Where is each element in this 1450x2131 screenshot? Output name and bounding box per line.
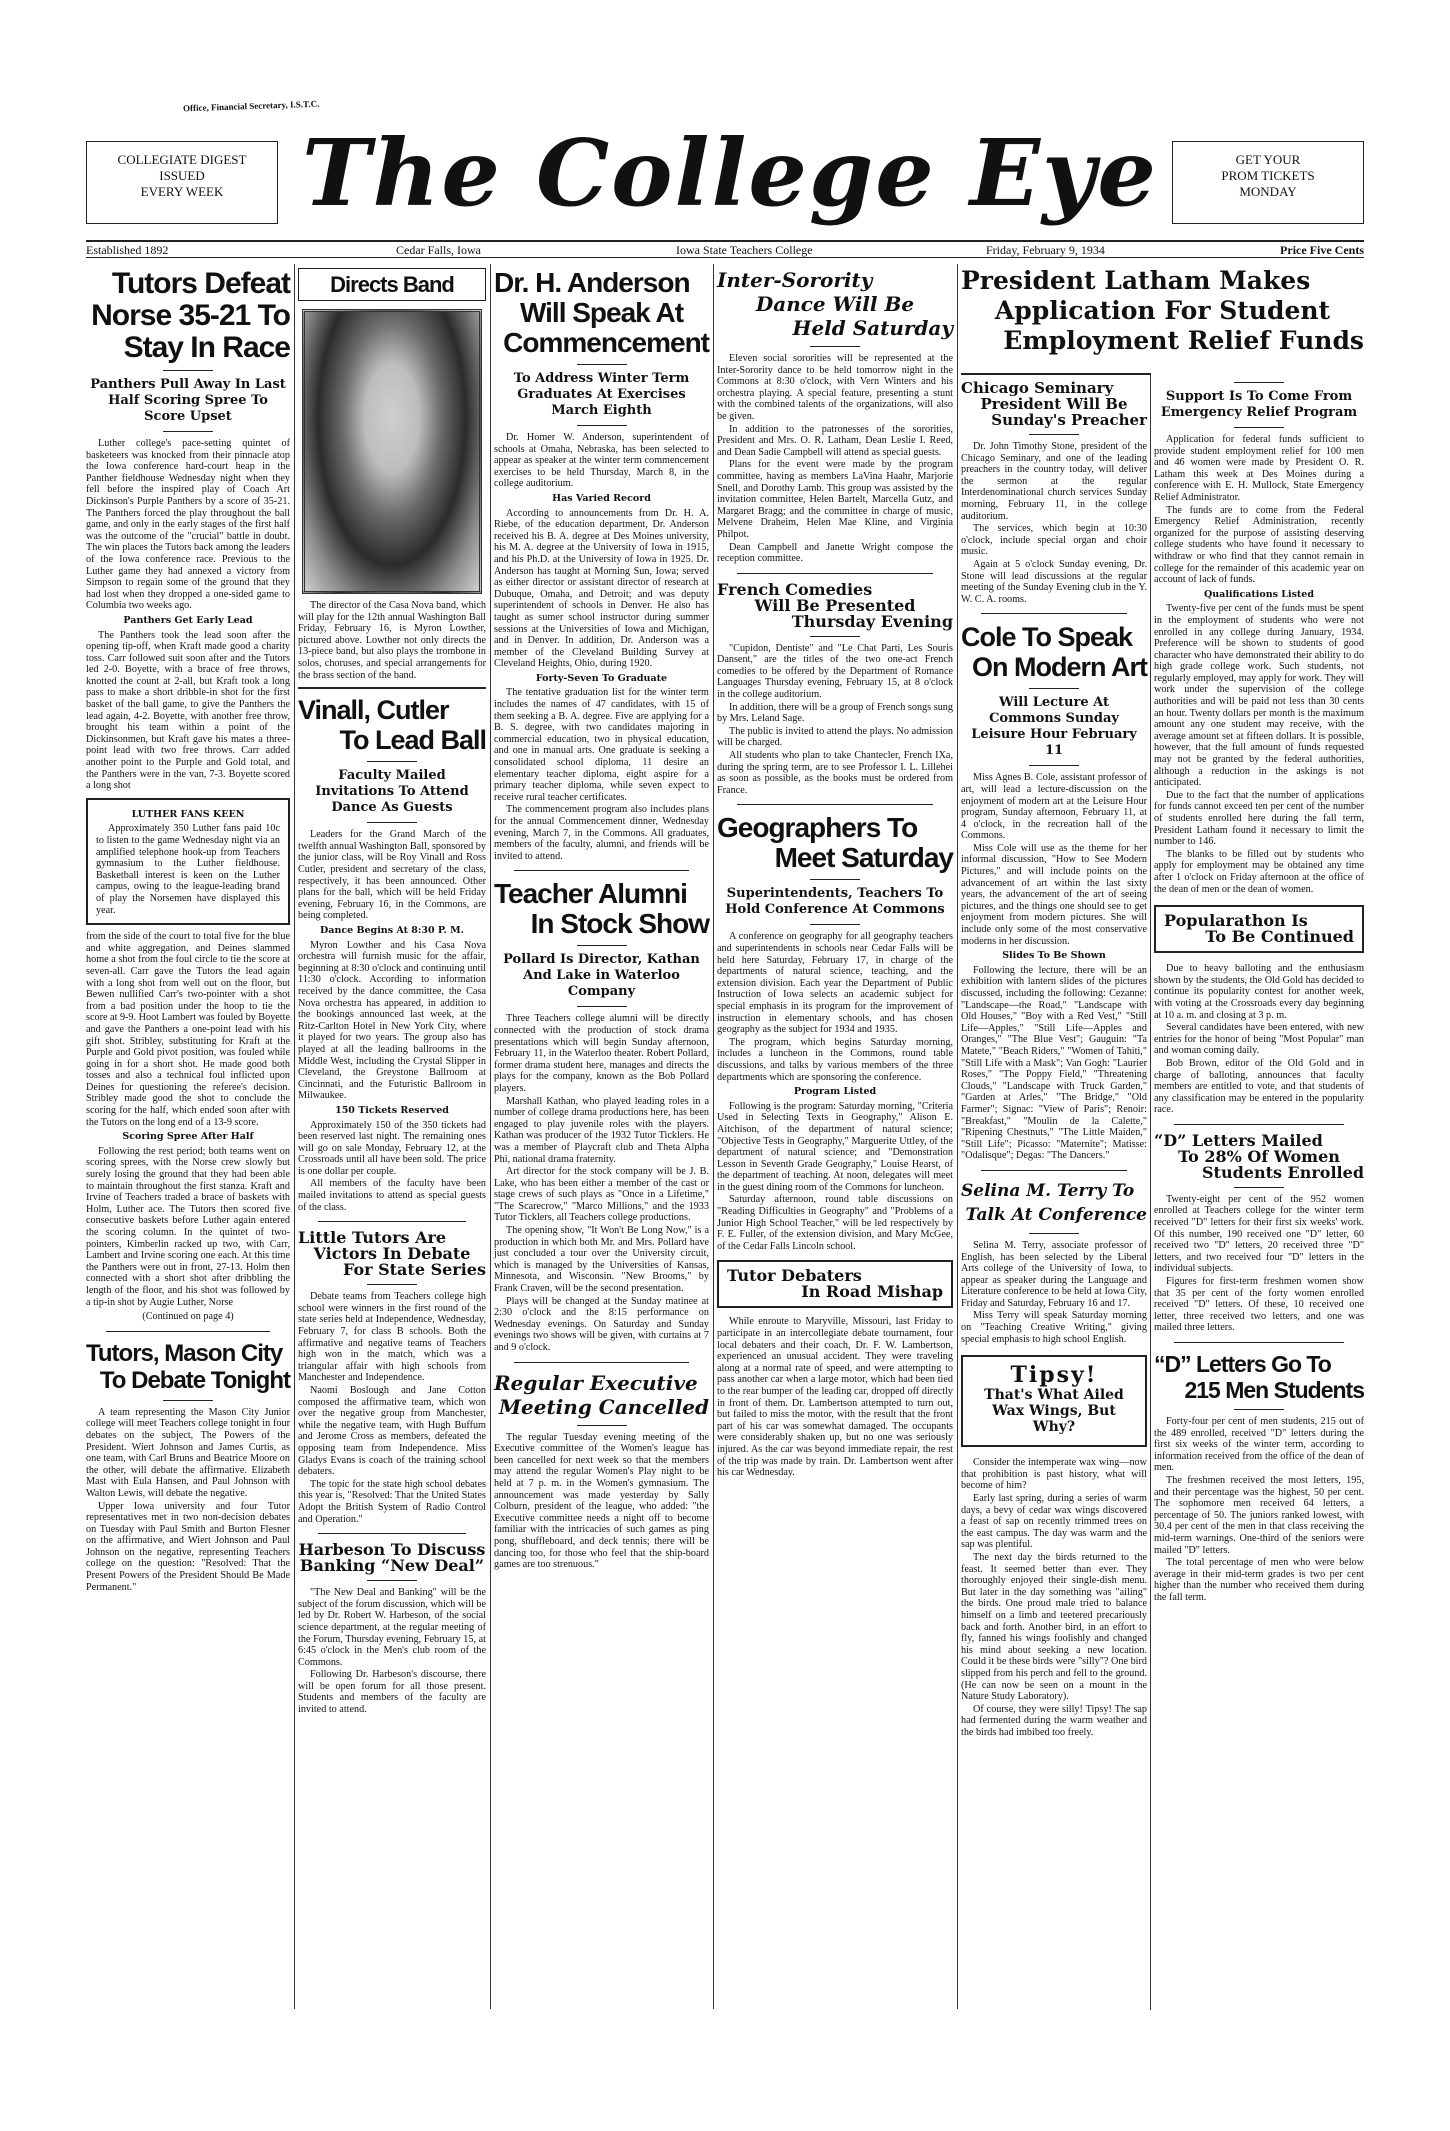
tutor-debaters-box xyxy=(717,1260,953,1308)
latham-headline: Application For Student xyxy=(994,296,1331,325)
tutor-debaters-headline: In Road Mishap xyxy=(801,1282,943,1302)
article-paragraph: Following Dr. Harbeson's discourse, there will be open forum for all those present. Students and members of the faculty are invited to attend. xyxy=(298,1669,486,1716)
article-paragraph: While enroute to Maryville, Missouri, last Friday to participate in an intercollegiate debate tournament, four local debaters and their coach, Dr. F. W. Lambertson, experienced an unusual accident. They were traveling along at a normal rate of speed, and were attempting to pass another car when a large motor, which had been tied to the rear bumper of the leading car, dropped off directly in front of them. Dr. Lambertson attempted to turn out, but failed to miss the motor, with the result that the front part of his car was somewhat damaged. The occupants were considerably shaken up, but no one was seriously injured. As the car was beyond immediate repair, the rest of the trip was made by train. Dr. Lambertson went after his car Wednesday. xyxy=(717,1316,953,1479)
article-paragraph: "Cupidon, Dentiste" and "Le Chat Parti, Les Souris Dansent," are the titles of the two one-act French comedies to be offered by the Department of Romance Languages Thursday evening, February 15, at 8 o'clock in the college auditorium. xyxy=(717,642,953,701)
column-rule xyxy=(957,264,958,2009)
article-paragraph: In addition, there will be a group of French songs sung by Mrs. Leland Sage. xyxy=(717,701,953,725)
d-women-headline: “D” Letters Mailed To 28% Of Women Students Enrolled xyxy=(1154,1130,1364,1182)
article-paragraph: A team representing the Mason City Junior college will meet Teachers college tonight in four debates on the subject, The Powers of the President. Wiert Johnson and James Curtis, as one team, with Carl Bruns and Beatrice Moore on the other, will debate the affirmative. Elizabeth Mast with Eula Hansen, and Paul Johnson with Walton Lewis, will debate the negative. xyxy=(86,1406,290,1499)
article-paragraph: A conference on geography for all geography teachers and superintendents in schools near Cedar Falls will be held here Saturday, February 17, in charge of the departments of natural science, teaching, and the extension division. Each year the Department of Public Instruction of Iowa selects an academic subject for special emphasis in its program for the improvement of instruction in elementary schools, and has chosen geography as the subject for 1934 and 1935. xyxy=(717,931,953,1036)
latham-deck: Support Is To Come From Emergency Relief Program xyxy=(1160,389,1358,420)
divider xyxy=(298,687,486,689)
article-paragraph: All members of the faculty have been mailed invitations to attend as special guests of the class. xyxy=(298,1178,486,1213)
divider xyxy=(1234,382,1284,383)
divider xyxy=(577,1425,627,1426)
subhead: Slides To Be Shown xyxy=(1002,950,1106,962)
sidebar-text: Approximately 350 Luther fans paid 10c to listen to the game Wednesday night via an amplified telephone hook-up from Teachers gymnasium to the Luther fieldhouse. Basketball interest is keen on the Luther campus, owing to the league-leading brand of play the Norsemen have displayed this year. xyxy=(96,823,280,916)
right-ear-line: GET YOUR xyxy=(1235,152,1301,167)
article-paragraph: Of course, they were silly! Tipsy! The sap had fermented during the warm weather and the birds had imbibed too freely. xyxy=(961,1703,1147,1738)
article-paragraph: The public is invited to attend the plays. No admission will be charged. xyxy=(717,725,953,749)
article-paragraph: The Panthers took the lead soon after the opening tip-off, when Kraft made good a charity toss. Carr followed suit soon after and the Tutors led 2-0. Boyette, with a brace of free throws, knotted the count at 2-all, but Kraft took a long pass to make a short dribble-in shot for the first basket of the ball game, to give the Panthers the lead again, 4-2. Boyette, with another free throw, brought his team within a point of the Dickinsonmen, but Kraft gave his mates a three-point lead with two free throws. Carr added another point to the Purple and Gold total, and the Panthers were in the van, 7-3. Boyette scored a long shot xyxy=(86,629,290,792)
right-ear-box xyxy=(1172,141,1364,224)
right-ear-line: PROM TICKETS xyxy=(1221,168,1315,183)
subhead: Qualifications Listed xyxy=(1203,588,1314,600)
little-tutors-headline: Little Tutors Are Victors In Debate For State Series xyxy=(298,1228,486,1280)
column-2 xyxy=(298,268,486,1717)
article-paragraph: In addition to the patronesses of the sororities, President and Mrs. O. R. Latham, Dean Leslie I. Reed, and Dean Sadie Campbell will attend as special guests. xyxy=(717,423,953,458)
article-paragraph: Twenty-five per cent of the funds must be spent in the employment of students who were not enrolled in any college during January, 1934. Preference will be shown to students of good character who have demonstrated their ability to do high grade college work. Such students, not regularly employed, may apply for work. They will work under the supervision of the college authorities and will be paid not less than 30 cents an hour. Twenty dollars per month is the maximum amount any one student may receive, with the average amount set at fifteen dollars. It is possible, however, that the full amount of funds requested may not be granted by the federal authorities, although a reduction in the askings is not anticipated. xyxy=(1154,603,1364,789)
column-5 xyxy=(961,380,1147,1740)
french-comedies-headline: French Comedies Will Be Presented Thursday Evening xyxy=(717,579,953,631)
subhead: Panthers Get Early Lead xyxy=(123,614,253,626)
latham-headline: Employment Relief Funds xyxy=(1003,326,1364,355)
article-paragraph: Plans for the event were made by the program committee, having as members LaVina Haahr, Marjorie Snell, and Dorothy Lamb. This group was assisted by the invitation committee, Helen Bartelt, Marcella Gutz, and Margaret Bragg; and the committee in charge of music, Melvene Draheim, Helen Mae Kline, and Virginia Philpot. xyxy=(717,459,953,540)
tipsy-headline: Tipsy! xyxy=(1010,1362,1098,1389)
article-paragraph: Myron Lowther and his Casa Nova orchestra will furnish music for the affair, beginning at 8:30 o'clock and continuing until 11:30 o'clock. According to information received by the dance committee, the Casa Nova orchestra has appeared, in addition to the bookings announced last week, at the Ritz-Carlton Hotel in New York City, where it played for two years. The group also has played at all the leading ballrooms in the Middle West, including the Crystal Slipper in Cleveland, the Greystone Ballroom at Cincinnati, and the Futuristic Ballroom in Milwaukee. xyxy=(298,939,486,1102)
column-rule xyxy=(1150,375,1151,2010)
article-paragraph: The freshmen received the most letters, 195, and their percentage was the highest, 50 per cent. The sophomore men received 64 letters, a percentage of 50. The juniors ranked lowest, with 30.4 per cent of the men in that class receiving the mid-term warnings. One-third of the seniors were mailed "D" letters. xyxy=(1154,1474,1364,1556)
column-6 xyxy=(1154,380,1364,1605)
divider xyxy=(1234,1187,1284,1188)
article-paragraph: Naomi Boslough and Jane Cotton composed the affirmative team, which won over the negative group from Manchester, while the negative team, with Hugh Buffum and Jerome Cross as members, defeated the opposing team from Independence. Miss Gladys Evans is coach of the training school debaters. xyxy=(298,1385,486,1478)
masthead-title: The College Eye xyxy=(302,119,1158,227)
left-ear-line: ISSUED xyxy=(159,168,205,183)
article-paragraph: The blanks to be filled out by students who apply for employment may be obtained any time after 1 o'clock on Friday afternoon at the office of the dean of men or the dean of women. xyxy=(1154,848,1364,895)
geographers-headline: Geographers To Meet Saturday xyxy=(717,812,953,874)
tutors-defeat-deck: Panthers Pull Away In Last Half Scoring Spree To Score Upset xyxy=(90,377,286,424)
divider xyxy=(367,1284,417,1285)
article-paragraph: Dr. Homer W. Anderson, superintendent of schools at Omaha, Nebraska, has been selected to appear as speaker at the winter term commencement exercises to be held Thursday, March 8, in the college auditorium. xyxy=(494,432,709,490)
article-paragraph: Following is the program: Saturday morning, "Criteria Used in Selecting Texts in Geography," Alison E. Aitchison, of the department of natural science; "Objective Tests in Geography," Marguerite Uttley, of the department of natural science; and "Demonstration Lesson in Seventh Grade Geography," Louise Hearst, of the department of teaching. At noon, delegates will meet in the guest dining room of the Commons for luncheon. xyxy=(717,1100,953,1193)
column-4 xyxy=(717,268,953,1480)
divider xyxy=(1234,427,1284,428)
directs-band-box xyxy=(298,268,486,301)
continued-link[interactable]: (Continued on page 4) xyxy=(142,1311,234,1323)
divider xyxy=(163,431,213,432)
article-paragraph: Eleven social sororities will be represented at the Inter-Sorority dance to be held tomorrow night in the Commons at 8:30 o'clock, with Vern Winters and his orchestra playing. A special feature, presenting a stunt with the combined talents of the organizations, will also be given. xyxy=(717,353,953,422)
divider xyxy=(1029,1233,1079,1234)
divider xyxy=(1029,688,1079,689)
price-text: Price Five Cents xyxy=(1280,243,1364,257)
chicago-seminary-headline: Chicago Seminary President Will Be Sunday's Preacher xyxy=(961,379,1147,429)
article-paragraph: Following the rest period; both teams went on scoring sprees, with the Norse crew slowly but surely losing the ground that they had been able to maintain throughout the first stanza. Kraft and Irvine of Teachers traded a brace of baskets with Holm, Luther ace. The Tutors then scored five consecutive baskets before Luther again entered the scoring column. In the quintet of two-pointers, Kimberlin racked up two, with Carr, Lambert and Irvine scoring one each. At this time the Panthers were out in front, 27-13. Holm then connected with a short shot after dribbling the length of the floor, and his shot was followed by a tip-in shot by Augie Luther, Norse xyxy=(86,1145,290,1308)
column-3 xyxy=(494,268,709,1572)
anderson-headline: Dr. H. Anderson Will Speak At Commencement xyxy=(494,267,709,358)
divider xyxy=(577,364,627,365)
divider xyxy=(577,425,627,426)
article-paragraph: Bob Brown, editor of the Old Gold and in charge of balloting, announces that faculty members are entitled to vote, and that students of any classification may be entered in the popularity race. xyxy=(1154,1057,1364,1116)
tipsy-deck: That's What Ailed Wax Wings, But Why? xyxy=(984,1387,1124,1436)
article-paragraph: The tentative graduation list for the winter term includes the names of 47 candidates, with 15 of them seeking a B. A. degree. Five are applying for a B. S. degree, with two candidates majoring in commercial education, two in physical education, and one in manual arts. One graduate is seeking a consolidated school diploma, 11 desire an elementary teacher diploma, eight aspire for a primary teacher diploma, while seven expect to receive rural teacher certificates. xyxy=(494,687,709,803)
left-ear-line: EVERY WEEK xyxy=(140,184,224,199)
divider xyxy=(106,1331,270,1332)
column-rule xyxy=(713,264,714,2009)
article-paragraph: Miss Agnes B. Cole, assistant professor of art, will lead a lecture-discussion on the enjoyment of modern art at the Leisure Hour program, Sunday afternoon, February 11, at 4 o'clock, in the recreation hall of the Commons. xyxy=(961,772,1147,842)
article-paragraph: Dr. John Timothy Stone, president of the Chicago Seminary, and one of the leading preachers in the country today, will deliver the sermon at the regular Interdenominational church services Sunday morning, February 11, in the college auditorium. xyxy=(961,441,1147,522)
divider xyxy=(981,1170,1127,1171)
article-paragraph: The total percentage of men who were below average in their mid-term grades is two per cent higher than the number who received them during the fall term. xyxy=(1154,1557,1364,1603)
column-rule xyxy=(490,264,491,2009)
subhead: Has Varied Record xyxy=(552,492,651,504)
article-paragraph: Again at 5 o'clock Sunday evening, Dr. Stone will lead discussions at the regular meeting of the Sunday Evening club in the Y. W. C. A. rooms. xyxy=(961,558,1147,605)
article-paragraph: Leaders for the Grand March of the twelfth annual Washington Ball, sponsored by the junior class, will be Roy Vinall and Ross Cutler, president and secretary of the class, respectively, it has been announced. Other plans for the ball, which will be held Friday evening, February 16, in the Commons, are being completed. xyxy=(298,829,486,922)
mason-city-headline: Tutors, Mason City To Debate Tonight xyxy=(86,1339,290,1394)
divider xyxy=(810,924,860,925)
divider xyxy=(367,1580,417,1581)
divider xyxy=(961,373,1151,375)
article-paragraph: The next day the birds returned to the feast. It seemed better than ever. They thoroughly enjoyed their single-dish menu. But later in the day something was "ailing" the birds. One proud male tried to balance himself on a limb and teetered precariously back and forth. Another bird, in an effort to fly, fanned his wings foolishly and changed his mind about seeking a new location. Could it be these birds were "silly"? One bird slipped from his perch and fell to the ground. (He can now be seen on a mount in the Nature Study Laboratory). xyxy=(961,1552,1147,1703)
anderson-deck: To Address Winter Term Graduates At Exercises March Eighth xyxy=(513,371,690,418)
divider xyxy=(367,761,417,762)
latham-banner xyxy=(961,266,1364,356)
article-paragraph: Luther college's pace-setting quintet of basketeers was knocked from their pinnacle atop the Iowa conference hard-court heap in the Panther fieldhouse Wednesday night when they fell before the inspired play of Coach Art Dickinson's Purple Panthers by a score of 35-21. The Panthers forced the play throughout the ball game, and only in the early stages of the first half was the outcome of the "crucial" battle in doubt. The win places the Tutors back among the leaders of the Iowa conference race. Previous to the Luther game they had annexed a victory from Simpson to regain some of the ground that they had lost when they dropped a one-sided game to Columbia two weeks ago. xyxy=(86,438,290,612)
popularathon-headline: Popularathon Is xyxy=(1164,911,1308,931)
article-paragraph: Selina M. Terry, associate professor of English, has been selected by the Liberal Arts college of the University of Iowa, to appear as speaker during the Language and Literature conference to be held at Iowa City, Friday and Saturday, February 16 and 17. xyxy=(961,1239,1147,1309)
portrait-photo xyxy=(302,309,482,594)
article-paragraph: Three Teachers college alumni will be directly connected with the production of stock drama presentations which will begin Sunday afternoon, February 11, in the Waterloo theater. Robert Pollard, former drama student here, manages and directs the plays for the company, known as the Bob Pollard players. xyxy=(494,1013,709,1094)
article-paragraph: The commencement program also includes plans for the annual Commencement dinner, Wednesday evening, March 7, in the Commons. All graduates, members of the faculty, alumni, and friends will be invited to attend. xyxy=(494,804,709,862)
column-rule xyxy=(294,264,295,2009)
executive-meeting-headline: Regular Executive Meeting Cancelled xyxy=(494,1370,709,1419)
divider xyxy=(514,1362,689,1363)
article-paragraph: Approximately 150 of the 350 tickets had been reserved last night. The remaining ones will go on sale Monday, February 12, at the Crossroads until all have been sold. The price is one dollar per couple. xyxy=(298,1119,486,1177)
article-paragraph: Figures for first-term freshmen women show that 35 per cent of the forty women enrolled received "D" letters. Of these, 10 received one letter, three received two letters, and one was mailed three letters. xyxy=(1154,1276,1364,1334)
article-paragraph: All students who plan to take Chantecler, French IXa, during the spring term, are to see Professor I. L. Lillehei as soon as possible, as the books must be ordered from France. xyxy=(717,750,953,796)
article-paragraph: The topic for the state high school debates this year is, "Resolved: That the United States Adopt the British System of Radio Control and Operation." xyxy=(298,1478,486,1525)
left-ear-box xyxy=(86,141,278,224)
teacher-alumni-deck: Pollard Is Director, Kathan And Lake in Waterloo Company xyxy=(503,952,700,1000)
divider xyxy=(737,573,933,574)
article-paragraph: Several candidates have been entered, with new entries for the honor of being "Most Popular" man and woman coming daily. xyxy=(1154,1022,1364,1057)
subhead: 150 Tickets Reserved xyxy=(335,1104,449,1116)
article-paragraph: Twenty-eight per cent of the 952 women enrolled at Teachers college for the winter term received "D" letters for their first six weeks' work. Of this number, 190 received one "D" letter, 60 received two "D" letters, 20 received three "D" letters, and two received four "D" letters in the individual subjects. xyxy=(1154,1193,1364,1275)
divider xyxy=(810,879,860,880)
directs-band-headline: Directs Band xyxy=(330,272,454,297)
divider xyxy=(1029,434,1079,435)
article-paragraph: Dean Campbell and Janette Wright compose the reception committee. xyxy=(717,541,953,565)
divider xyxy=(163,370,213,371)
cole-headline: Cole To Speak On Modern Art xyxy=(961,622,1147,683)
luther-fans-sidebar xyxy=(86,798,290,925)
harbeson-headline: Harbeson To Discuss Banking “New Deal” xyxy=(298,1540,486,1576)
article-paragraph: Application for federal funds sufficient to provide student employment relief for 100 men and 46 women were made by President O. R. Latham this week at Des Moines during a conference with E. H. Mullock, State Emergency Relief Administrator. xyxy=(1154,434,1364,503)
terry-headline: Selina M. Terry To Talk At Conference xyxy=(961,1180,1147,1225)
divider xyxy=(1174,1124,1344,1125)
right-ear-line: MONDAY xyxy=(1239,184,1297,199)
article-paragraph: Marshall Kathan, who played leading roles in a number of college drama productions here, has been engaged to play juvenile roles with the players. Kathan was producer of the 1932 Tutor Ticklers. He was a member of Playcraft club and Theta Alpha Phi, national drama fraternity. xyxy=(494,1095,709,1165)
article-paragraph: Debate teams from Teachers college high school were winners in the first round of the state series held at Independence, Wednesday, February 7, for class B schools. Both the affirmative and negative teams of Teachers high won in the match, which was a triangular affair with high schools from Manchester and Independence. xyxy=(298,1291,486,1384)
tutors-defeat-headline: Tutors Defeat Norse 35-21 To Stay In Race xyxy=(91,267,290,364)
subhead: Program Listed xyxy=(793,1086,877,1098)
date-text: Friday, February 9, 1934 xyxy=(986,243,1105,257)
divider xyxy=(318,1533,466,1534)
popularathon-headline: To Be Continued xyxy=(1205,927,1354,947)
article-paragraph: The program, which begins Saturday morning, includes a luncheon in the Commons, round table discussions, and talks by various members of the three departments which are sponsoring the conference. xyxy=(717,1036,953,1083)
divider xyxy=(163,1400,213,1401)
divider xyxy=(577,1006,627,1007)
divider xyxy=(318,1221,466,1222)
d-men-headline: “D” Letters Go To 215 Men Students xyxy=(1154,1351,1364,1403)
left-ear-line: COLLEGIATE DIGEST xyxy=(117,152,247,167)
subhead: Dance Begins At 8:30 P. M. xyxy=(320,925,464,936)
article-paragraph: from the side of the court to total five for the blue and white aggregation, and Deines slammed home a shot from the foul circle to tie the score at seven-all. Carr gave the Tutors the lead again with a long shot from well out on the floor, but Bewen nullified Carr's two-pointer with a shot from a bad position under the hoop to tie the score at 9-9. Hoot Lambert was fouled by Boyette and gave the Panthers a one-point lead with his gift shot. Stribley, substituting for Kraft at the Purple and Gold pivot position, was fouled while going in for a short shot. He made good both tosses and also a technical foul inflicted upon Deines for questioning the referee's decision. Stribley made good the shot to conclude the scoring for the half, which ended soon after with the Tutors on the long end of a 13-9 score. xyxy=(86,931,290,1128)
article-paragraph: Upper Iowa university and four Tutor representatives met in two non-decision debates on Tuesday with Paul Smith and Burton Flesner on the affirmative, and Wiert Johnson and Paul Johnson on the negative, representing Teachers college on the question: "Resolved: That the Present Powers of the President Should Be Made Permanent." xyxy=(86,1500,290,1593)
latham-headline: President Latham Makes xyxy=(961,266,1311,295)
vinall-cutler-deck: Faculty Mailed Invitations To Attend Dance As Guests xyxy=(315,768,469,816)
divider xyxy=(514,870,689,871)
divider xyxy=(810,346,860,347)
geographers-deck: Superintendents, Teachers To Hold Conference At Commons xyxy=(725,886,945,918)
vinall-cutler-headline: Vinall, Cutler To Lead Ball xyxy=(298,695,486,756)
divider xyxy=(810,636,860,637)
article-paragraph: Art director for the stock company will be J. B. Lake, who has been either a member of the cast or stage crews of such plays as "Once in a Lifetime," "The Scarecrow," "Marco Millions," and the 1933 Tutor Ticklers, all Teachers college productions. xyxy=(494,1166,709,1224)
tipsy-box xyxy=(961,1355,1147,1447)
column-1 xyxy=(86,268,290,1594)
article-paragraph: Due to heavy balloting and the enthusiasm shown by the students, the Old Gold has decided to continue its popularity contest for another week, with voting at the Crossroads every day beginning at 10 a. m. and closing at 3 p. m. xyxy=(1154,963,1364,1021)
dateline-bar xyxy=(86,240,1364,258)
divider xyxy=(1174,1342,1344,1343)
article-paragraph: Saturday afternoon, round table discussions on "Reading Difficulties in Geography" and "Problems of a Junior High School Teacher," will be led respectively by F. E. Fuller, of the extension division, and Mary McGee, of the Cedar Falls Lincoln school. xyxy=(717,1194,953,1252)
divider xyxy=(981,613,1127,614)
divider xyxy=(737,804,933,805)
divider xyxy=(1234,1409,1284,1410)
cole-deck: Will Lecture At Commons Sunday Leisure Hour February 11 xyxy=(971,695,1137,759)
article-paragraph: The services, which begin at 10:30 o'clock, include special organ and choir music. xyxy=(961,523,1147,558)
divider xyxy=(577,945,627,946)
divider xyxy=(367,822,417,823)
article-paragraph: The funds are to come from the Federal Emergency Relief Administration, recently organized for the purpose of assisting deserving college students who have found it necessary to withdraw or who find that they cannot remain in college for the remainder of this academic year on account of lack of funds. xyxy=(1154,504,1364,586)
location-text: Cedar Falls, Iowa xyxy=(396,243,481,257)
photo-caption: The director of the Casa Nova band, which will play for the 12th annual Washington Ball Friday, February 16, is Myron Lowther, pictured above. Lowther not only directs the 13-piece band, but also plays the trombone in solos, choruses, and special arrangements for the brass section of the band. xyxy=(298,600,486,681)
article-paragraph: Plays will be changed at the Sunday matinee at 2:30 o'clock and the 8:15 performance on Wednesday evenings. On Saturday and Sunday evenings two shows will be given, with curtains at 7 and 9 o'clock. xyxy=(494,1295,709,1353)
article-paragraph: Consider the intemperate wax wing—now that prohibition is past history, what will become of him? xyxy=(961,1457,1147,1492)
article-paragraph: The opening show, "It Won't Be Long Now," is a production in which both Mr. and Mrs. Pollard have just concluded a tour over the University circuit, which is managed by the Universities of Kansas, Minnesota, and Wisconsin. "New Brooms," by Frank Craven, will be the second presentation. xyxy=(494,1225,709,1295)
article-paragraph: Miss Terry will speak Saturday morning on "Teaching Creative Writing," giving special emphasis to high school English. xyxy=(961,1310,1147,1345)
article-paragraph: Early last spring, during a series of warm days, a bevy of cedar wax wings discovered a feast of sap on recently trimmed trees on the east campus. The day was warm and the sap was plentiful. xyxy=(961,1493,1147,1551)
office-stamp: Office, Financial Secretary, I.S.T.C. xyxy=(182,98,320,114)
subhead: Forty-Seven To Graduate xyxy=(535,672,668,684)
inter-sorority-headline: Inter-Sorority Dance Will Be Held Saturday xyxy=(717,268,953,340)
article-paragraph: Forty-four per cent of men students, 215 out of the 489 enrolled, received "D" letters during the first six weeks of the winter term, according to information received from the office of the dean of men. xyxy=(1154,1416,1364,1474)
article-paragraph: Following the lecture, there will be an exhibition with lantern slides of the pictures discussed, including the following: Cezanne: "Landscape—the Road," "Landscape with Old Houses," "Boy with a Red Vest," "Still Life—Apples," "Still Life—Apples and Oranges," "The Blue Vest"; Gauguin: "Ta Matete," "Beach Riders," "Women of Tahiti," "Still Life with a Mask"; Van Gogh: "Laurier Roses," "The Poppy Field," "Threatening Clouds," "Landscape with Truck Garden," "Garden at Arles," "The Bridge," "Old Farmer"; Signac: "View of Paris"; Renoir: "Breakfast," "Moulin de la Calette," "Ripening Chestnuts," "The Little Maiden," "Still Life"; Picasso: "Maternite"; Matisse: "Odalisque"; Degas: "The Dancers." xyxy=(961,964,1147,1162)
teacher-alumni-headline: Teacher Alumni In Stock Show xyxy=(494,878,709,940)
institution-text: Iowa State Teachers College xyxy=(676,243,813,257)
subhead: Scoring Spree After Half xyxy=(122,1131,254,1143)
article-paragraph: According to announcements from Dr. H. A. Riebe, of the education department, Dr. Anderson received his B. A. degree at Des Moines university, his M. A. degree at the University of Iowa in 1915, and his Ph.D. at the University of Iowa in 1925. Dr. Anderson has taught at Morning Sun, Iowa; served as either director or assistant director of research at Dubuque, Omaha, and Detroit; and was deputy superintendent of schools in Denver. He also has taught as sumer school instructor during summer sessions at the Universities of Iowa and Michigan, and in Denver. In addition, Dr. Anderson was a member of the Cleveland Building Survey at Cleveland Heights, Ohio, during 1920. xyxy=(494,507,709,670)
popularathon-box xyxy=(1154,905,1364,953)
tutor-debaters-headline: Tutor Debaters xyxy=(727,1266,862,1286)
article-paragraph: Miss Cole will use as the theme for her informal discussion, "How to See Modern Pictures," and will include points on the advancement of art within the last sixty years, the advancement of the art of seeing pictures, and the things one should see to get enjoyment from modern pictures. She will include only some of the most conservative moderns in her discussion. xyxy=(961,842,1147,947)
article-paragraph: The regular Tuesday evening meeting of the Executive committee of the Women's league has been cancelled for next week so that the members may attend the regular Women's Play night to be held at 7 p. m. in the Women's gymnasium. The announcement was made yesterday by Sally Colburn, president of the league, who added: "the Executive committee needs a night off to become familiar with the intricacies of such games as ping pong, shuffleboard, and deck tennis; there will be dancing too, for those who feel that the ship-board games are too strenuous." xyxy=(494,1431,709,1571)
divider xyxy=(1029,765,1079,766)
sidebar-title: LUTHER FANS KEEN xyxy=(131,808,245,820)
article-paragraph: "The New Deal and Banking" will be the subject of the forum discussion, which will be led by Dr. Robert W. Harbeson, of the social science department, at the regular meeting of the Forum, Thursday evening, February 15, at 6:45 o'clock in the Men's club room of the Commons. xyxy=(298,1587,486,1668)
article-paragraph: Due to the fact that the number of applications for funds cannot exceed ten per cent of the number of students enrolled here during the fall term, President Latham found it necessary to limit the number to 146. xyxy=(1154,789,1364,848)
established-text: Established 1892 xyxy=(86,243,169,257)
